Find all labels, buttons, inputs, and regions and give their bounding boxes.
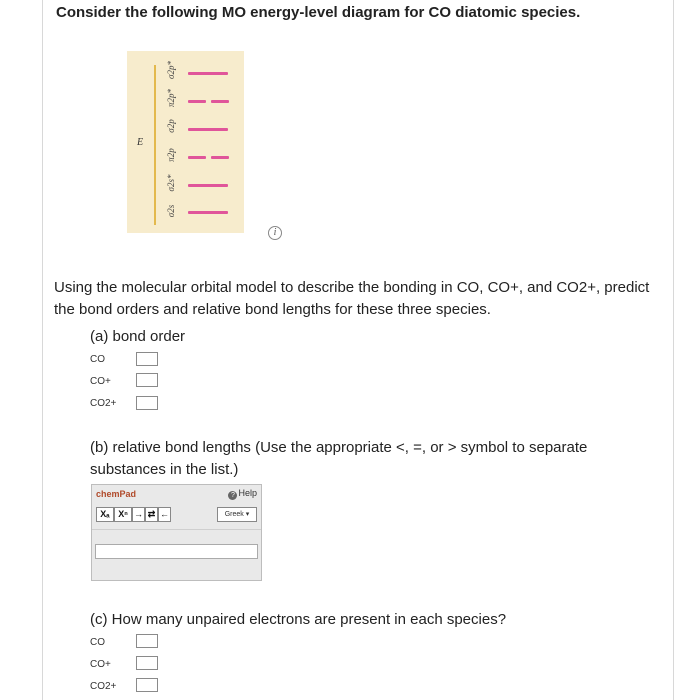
- part-a-species-co: CO: [90, 354, 105, 365]
- energy-axis-label: E: [137, 137, 144, 148]
- level-pi2p-star-a: [188, 100, 206, 103]
- level-sigma2p-star: [188, 72, 228, 75]
- chempad-brand: chemPad: [96, 489, 137, 499]
- part-c-species-co: CO: [90, 637, 105, 648]
- mo-energy-diagram: [127, 51, 244, 233]
- orbital-label-sigma2s: σ2s: [166, 204, 176, 218]
- part-a-label: (a) bond order: [90, 328, 186, 345]
- orbital-label-sigma2p: σ2p: [166, 119, 176, 133]
- chempad-help-button[interactable]: [228, 488, 257, 500]
- level-pi2p-star-b: [211, 100, 229, 103]
- part-a-co-plus-input[interactable]: [136, 373, 158, 387]
- right-arrow-button[interactable]: →: [132, 507, 145, 522]
- subscript-button[interactable]: Xₐ: [96, 507, 114, 522]
- part-b-label: (b) relative bond lengths (Use the appropriate <, =, or > symbol to separate substances in the list.): [90, 439, 588, 478]
- part-a-co-input[interactable]: [136, 352, 158, 366]
- help-icon: ?: [228, 491, 237, 500]
- part-c-species-co-plus: CO+: [90, 659, 111, 670]
- chempad-toolbar: [96, 507, 171, 522]
- greek-dropdown[interactable]: Greek ▾: [217, 507, 257, 522]
- part-c-co2-plus-input[interactable]: [136, 678, 158, 692]
- part-c-co-input[interactable]: [136, 634, 158, 648]
- level-pi2p-a: [188, 156, 206, 159]
- part-c-co-plus-input[interactable]: [136, 656, 158, 670]
- orbital-label-pi2p: π2p: [166, 148, 176, 162]
- level-sigma2p: [188, 128, 228, 131]
- part-a-species-co2-plus: CO2+: [90, 398, 117, 409]
- energy-axis: [154, 65, 156, 225]
- part-a-species-co-plus: CO+: [90, 376, 111, 387]
- part-a-co2-plus-input[interactable]: [136, 396, 158, 410]
- question-paragraph: Using the molecular orbital model to describe the bonding in CO, CO+, and CO2+, predict the bond orders and relative bond lengths for these three species.: [54, 279, 650, 318]
- left-arrow-button[interactable]: ←: [158, 507, 171, 522]
- part-c-label: (c) How many unpaired electrons are present in each species?: [90, 611, 507, 628]
- level-sigma2s: [188, 211, 228, 214]
- question-title: Consider the following MO energy-level diagram for CO diatomic species.: [56, 4, 581, 21]
- info-icon[interactable]: i: [268, 226, 282, 240]
- chempad-editor: [91, 484, 262, 581]
- level-pi2p-b: [211, 156, 229, 159]
- orbital-label-pi2p-star: π2p*: [166, 89, 176, 108]
- equilibrium-arrow-button[interactable]: ⇄: [145, 507, 158, 522]
- superscript-button[interactable]: Xⁿ: [114, 507, 132, 522]
- orbital-label-sigma2s-star: σ2s*: [166, 174, 176, 192]
- part-c-species-co2-plus: CO2+: [90, 681, 117, 692]
- level-sigma2s-star: [188, 184, 228, 187]
- orbital-label-sigma2p-star: σ2p*: [166, 61, 176, 79]
- chempad-divider: [92, 529, 261, 530]
- chempad-input[interactable]: [95, 544, 258, 559]
- chempad-help-label: Help: [238, 488, 257, 498]
